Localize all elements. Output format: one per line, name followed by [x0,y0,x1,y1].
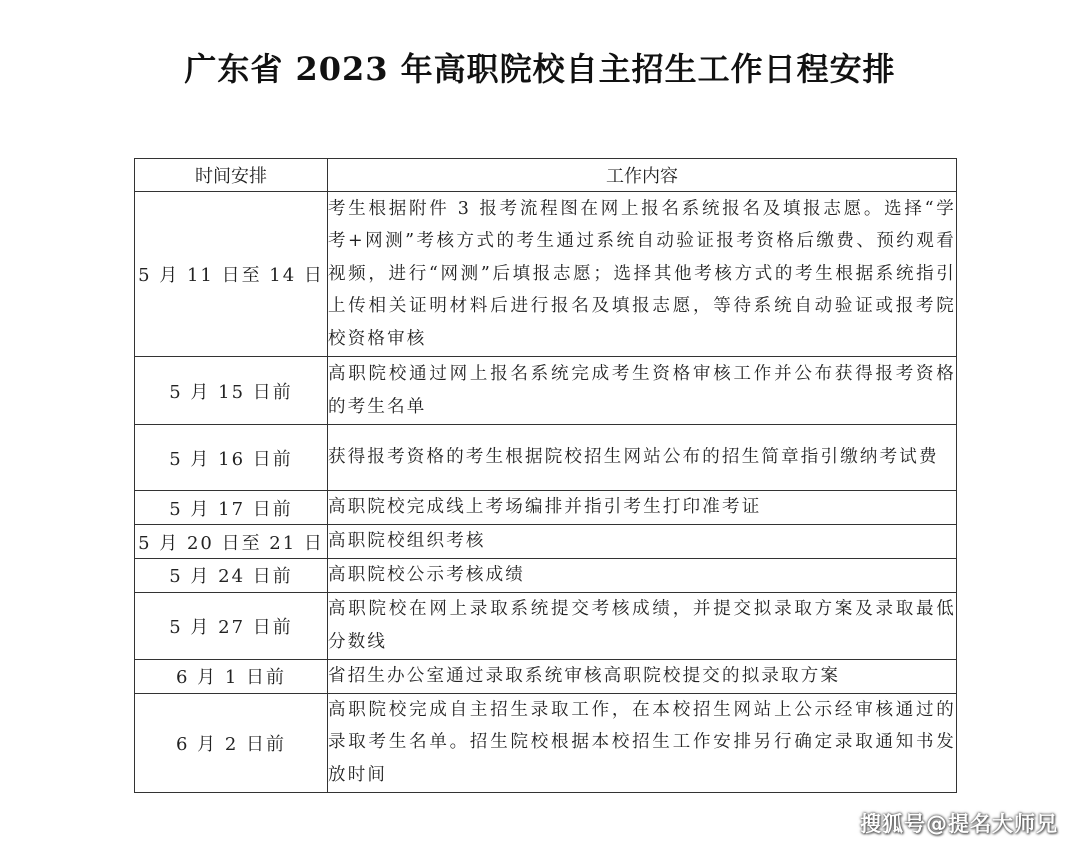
row-time: 5 月 15 日前 [135,357,328,425]
row-time: 6 月 1 日前 [135,659,328,693]
row-time: 5 月 20 日至 21 日 [135,525,328,559]
table-row [135,559,957,593]
header-time: 时间安排 [135,159,328,192]
table-row [135,491,957,525]
watermark: 搜狐号@提名大师兄 [860,812,1058,836]
row-content: 高职院校在网上录取系统提交考核成绩，并提交拟录取方案及录取最低分数线 [328,592,957,659]
table-row [135,357,957,425]
row-time: 5 月 16 日前 [135,425,328,491]
table-header-row [135,159,957,192]
table-row [135,659,957,693]
row-content: 高职院校通过网上报名系统完成考生资格审核工作并公布获得报考资格的考生名单 [328,357,957,425]
row-content: 获得报考资格的考生根据院校招生网站公布的招生简章指引缴纳考试费 [328,425,957,491]
row-content: 省招生办公室通过录取系统审核高职院校提交的拟录取方案 [328,659,957,693]
row-content: 高职院校组织考核 [328,525,957,559]
row-time: 5 月 17 日前 [135,491,328,525]
row-content: 高职院校完成自主招生录取工作，在本校招生网站上公示经审核通过的录取考生名单。招生院校根据本校招生工作安排另行确定录取通知书发放时间 [328,693,957,792]
schedule-table [134,158,957,793]
row-time: 5 月 27 日前 [135,592,328,659]
table-row [135,592,957,659]
row-time: 6 月 2 日前 [135,693,328,792]
row-time: 5 月 24 日前 [135,559,328,593]
table-row [135,525,957,559]
table-row [135,192,957,357]
row-content: 高职院校公示考核成绩 [328,559,957,593]
row-time: 5 月 11 日至 14 日 [135,192,328,357]
row-content: 高职院校完成线上考场编排并指引考生打印准考证 [328,491,957,525]
page-title: 广东省 2023 年高职院校自主招生工作日程安排 [184,50,896,88]
table-row [135,693,957,792]
row-content: 考生根据附件 3 报考流程图在网上报名系统报名及填报志愿。选择“学考+网测”考核方式的考生通过系统自动验证报考资格后缴费、预约观看视频，进行“网测”后填报志愿；选择其他考核方式的考生根据系统指引上传相关证明材料后进行报名及填报志愿，等待系统自动验证或报考院校资格审核 [328,192,957,357]
table-row [135,425,957,491]
header-content: 工作内容 [328,159,957,192]
